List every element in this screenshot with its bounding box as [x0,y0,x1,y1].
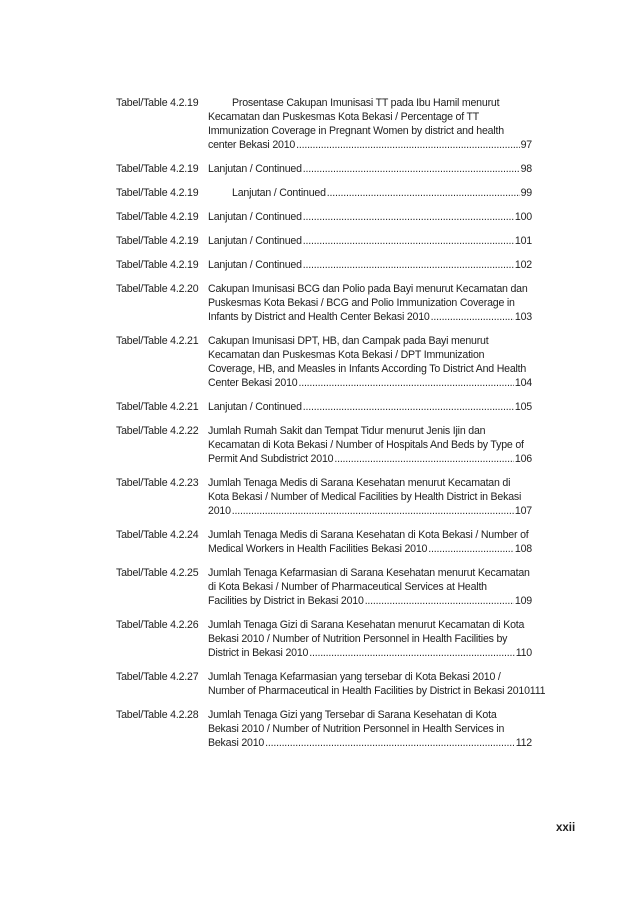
toc-entry[interactable] [116,424,532,466]
table-number-label: Tabel/Table 4.2.22 [116,425,199,437]
table-number-label: Tabel/Table 4.2.23 [116,477,199,489]
title-line: Jumlah Tenaga Kefarmasian di Sarana Kesehatan menurut Kecamatan [208,567,530,579]
title-line: Kecamatan di Kota Bekasi / Number of Hospitals And Beds by Type of [208,439,524,451]
title-line: Jumlah Tenaga Gizi di Sarana Kesehatan menurut Kecamatan di Kota [208,619,525,631]
title-last-line: District in Bekasi 2010 [208,647,309,659]
toc-entry[interactable] [116,670,546,698]
dot-leader [265,736,515,750]
dot-leader [303,400,514,414]
dot-leader [365,594,514,608]
toc-page-number: 103 [514,311,532,323]
toc-page-number: 98 [520,163,532,175]
table-of-contents [116,96,546,760]
dot-leader [303,234,514,248]
toc-page-number: 99 [520,187,532,199]
title-last-line: 2010 [208,505,231,517]
title-last-line: center Bekasi 2010 [208,139,296,151]
dot-leader [296,138,520,152]
table-number-label: Tabel/Table 4.2.26 [116,619,199,631]
toc-entry-title [208,566,532,608]
title-last-line: Lanjutan / Continued [208,211,302,223]
title-last-line: Number of Pharmaceutical in Health Facilities by District in Bekasi 2010 [208,685,530,697]
toc-entry-title [208,708,532,750]
toc-entry-title [208,334,532,390]
title-line: Jumlah Tenaga Medis di Sarana Kesehatan di Kota Bekasi / Number of [208,529,529,541]
toc-entry[interactable] [116,334,532,390]
toc-entry[interactable] [116,708,532,750]
toc-page-number: 109 [514,595,532,607]
title-line: Cakupan Imunisasi DPT, HB, dan Campak pada Bayi menurut [208,335,489,347]
toc-entry-title [208,96,532,152]
table-number-label: Tabel/Table 4.2.19 [116,187,199,199]
title-line: Puskesmas Kota Bekasi / BCG and Polio Immunization Coverage in [208,297,515,309]
table-number-label: Tabel/Table 4.2.20 [116,283,199,295]
toc-entry-title [208,258,532,272]
title-last-line: Center Bekasi 2010 [208,377,298,389]
dot-leader [303,258,514,272]
title-line: Immunization Coverage in Pregnant Women by district and health [208,125,504,137]
table-number-label: Tabel/Table 4.2.21 [116,335,199,347]
table-number-label: Tabel/Table 4.2.28 [116,709,199,721]
toc-entry[interactable] [116,186,532,200]
toc-entry-title [208,400,532,414]
toc-page-number: 110 [515,647,532,659]
table-number-label: Tabel/Table 4.2.27 [116,671,199,683]
title-last-line: Facilities by District in Bekasi 2010 [208,595,364,607]
toc-page-number: 107 [514,505,532,517]
table-number-label: Tabel/Table 4.2.19 [116,97,199,109]
toc-entry-title [208,618,532,660]
toc-entry[interactable] [116,476,532,518]
page-number: xxii [556,822,576,834]
table-number-label: Tabel/Table 4.2.24 [116,529,199,541]
toc-entry-title [208,186,532,200]
toc-page-number: 101 [514,235,532,247]
table-number-label: Tabel/Table 4.2.19 [116,259,199,271]
title-last-line: Lanjutan / Continued [208,259,302,271]
toc-entry[interactable] [116,162,532,176]
title-last-line: Lanjutan / Continued [208,235,302,247]
title-line: Coverage, HB, and Measles in Infants According To District And Health [208,363,527,375]
table-number-label: Tabel/Table 4.2.25 [116,567,199,579]
title-line: Jumlah Tenaga Kefarmasian yang tersebar di Kota Bekasi 2010 / [208,671,501,683]
dot-leader [428,542,514,556]
toc-page-number: 108 [514,543,532,555]
toc-entry[interactable] [116,210,532,224]
title-last-line: Lanjutan / Continued [208,401,302,413]
toc-entry-title [208,476,532,518]
toc-entry[interactable] [116,618,532,660]
title-line: Jumlah Rumah Sakit dan Tempat Tidur menurut Jenis Ijin dan [208,425,486,437]
title-last-line: Lanjutan / Continued [208,163,302,175]
toc-entry[interactable] [116,96,532,152]
toc-page-number: 104 [514,377,532,389]
toc-entry[interactable] [116,282,532,324]
toc-entry-title [208,670,546,698]
toc-page-number: 97 [520,139,532,151]
toc-entry-title [208,528,532,556]
table-number-label: Tabel/Table 4.2.19 [116,163,199,175]
toc-entry-title [208,210,532,224]
toc-page-number: 105 [514,401,532,413]
dot-leader [309,646,514,660]
toc-entry[interactable] [116,258,532,272]
title-line: Bekasi 2010 / Number of Nutrition Personnel in Health Facilities by [208,633,508,645]
title-line: Bekasi 2010 / Number of Nutrition Personnel in Health Services in [208,723,505,735]
dot-leader [232,504,514,518]
title-last-line: Medical Workers in Health Facilities Bekasi 2010 [208,543,428,555]
dot-leader [327,186,520,200]
toc-entry-title [208,282,532,324]
toc-entry-title [208,424,532,466]
toc-entry[interactable] [116,566,532,608]
toc-entry[interactable] [116,234,532,248]
title-last-line: Lanjutan / Continued [232,187,326,199]
toc-page-number: 102 [514,259,532,271]
dot-leader [431,310,514,324]
toc-entry-title [208,234,532,248]
dot-leader [303,162,520,176]
toc-page-number: 100 [514,211,532,223]
title-line: Jumlah Tenaga Gizi yang Tersebar di Sarana Kesehatan di Kota [208,709,497,721]
toc-entry-title [208,162,532,176]
dot-leader [298,376,513,390]
title-line: Prosentase Cakupan Imunisasi TT pada Ibu Hamil menurut [232,97,500,109]
table-number-label: Tabel/Table 4.2.19 [116,211,199,223]
table-number-label: Tabel/Table 4.2.21 [116,401,199,413]
toc-page-number: 111 [529,685,546,697]
table-number-label: Tabel/Table 4.2.19 [116,235,199,247]
title-last-line: Permit And Subdistrict 2010 [208,453,334,465]
title-line: di Kota Bekasi / Number of Pharmaceutical Services at Health [208,581,487,593]
dot-leader [334,452,514,466]
title-line: Kecamatan dan Puskesmas Kota Bekasi / Percentage of TT [208,111,480,123]
title-line: Kecamatan dan Puskesmas Kota Bekasi / DPT Immunization [208,349,485,361]
toc-entry[interactable] [116,400,532,414]
toc-entry[interactable] [116,528,532,556]
title-line: Jumlah Tenaga Medis di Sarana Kesehatan menurut Kecamatan di [208,477,511,489]
toc-page-number: 112 [515,737,532,749]
title-last-line: Bekasi 2010 [208,737,265,749]
toc-page-number: 106 [514,453,532,465]
title-last-line: Infants by District and Health Center Bekasi 2010 [208,311,430,323]
dot-leader [303,210,514,224]
title-line: Cakupan Imunisasi BCG dan Polio pada Bayi menurut Kecamatan dan [208,283,528,295]
title-line: Kota Bekasi / Number of Medical Facilities by Health District in Bekasi [208,491,522,503]
